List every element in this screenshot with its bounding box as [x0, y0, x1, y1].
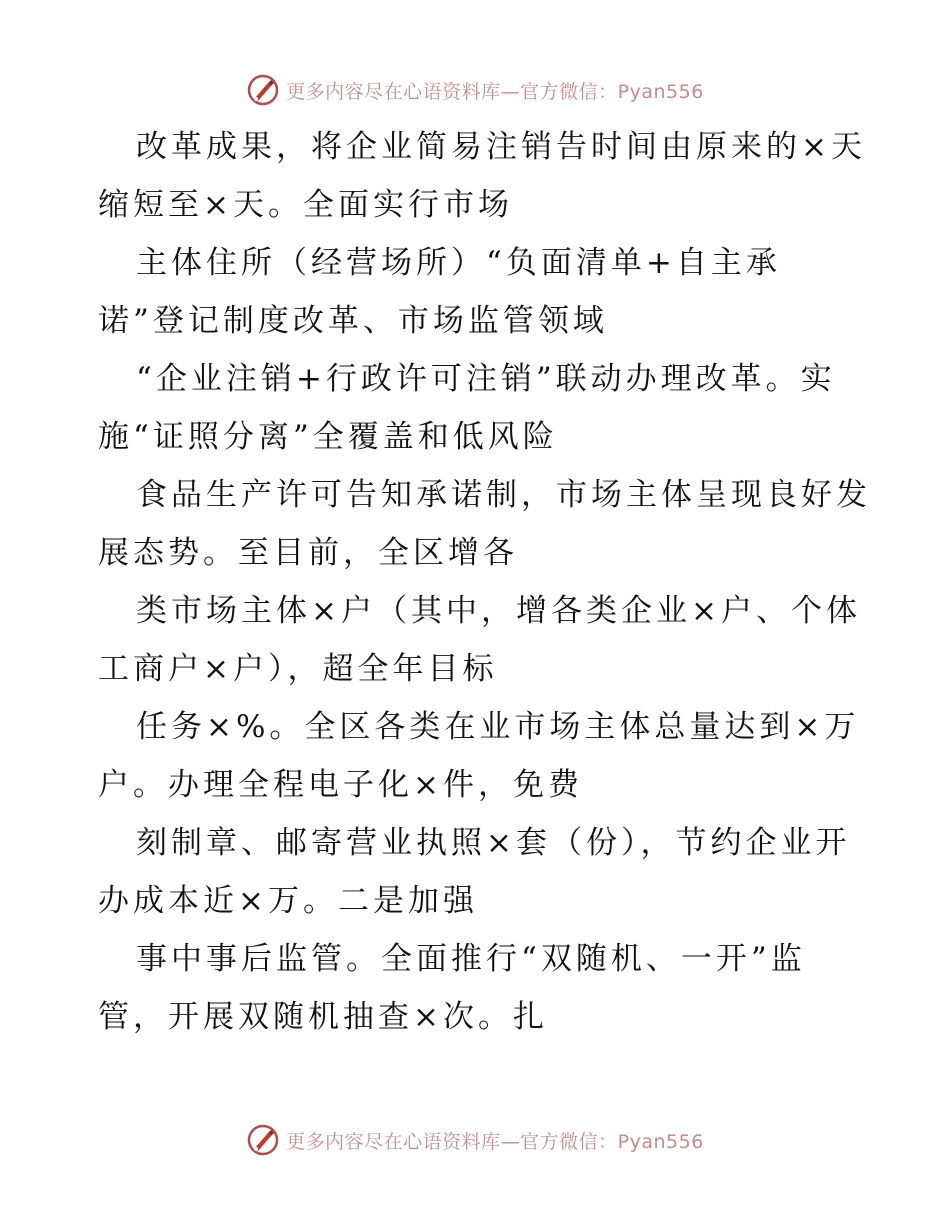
body-line: “企业注销+行政许可注销”联动办理改革。实	[136, 361, 836, 397]
body-line: 户。办理全程电子化×件，免费	[98, 767, 583, 803]
pen-logo-icon	[246, 1123, 280, 1157]
body-line: 事中事后监管。全面推行“双随机、一开”监	[136, 941, 806, 977]
body-line: 施“证照分离”全覆盖和低风险	[98, 419, 558, 455]
body-line: 办成本近×万。二是加强	[98, 883, 478, 919]
body-line: 管，开展双随机抽查×次。扎	[98, 999, 548, 1035]
header-banner	[0, 70, 950, 110]
body-line: 任务×%。全区各类在业市场主体总量达到×万	[136, 709, 860, 745]
body-line: 缩短至×天。全面实行市场	[98, 187, 513, 223]
body-line: 诺”登记制度改革、市场监管领域	[98, 303, 608, 339]
footer-banner	[0, 1120, 950, 1160]
body-line: 展态势。至目前，全区增各	[98, 535, 518, 571]
body-line: 工商户×户），超全年目标	[98, 651, 498, 687]
body-line: 主体住所（经营场所）“负面清单+自主承	[136, 245, 781, 281]
header-banner-text: 更多内容尽在心语资料库—官方微信：Pyan556	[286, 80, 704, 103]
body-line: 刻制章、邮寄营业执照×套（份），节约企业开	[136, 825, 851, 861]
body-line: 食品生产许可告知承诺制，市场主体呈现良好发	[136, 477, 871, 513]
pen-logo-icon	[246, 73, 280, 107]
footer-banner-text: 更多内容尽在心语资料库—官方微信：Pyan556	[286, 1130, 704, 1153]
body-line: 类市场主体×户（其中，增各类企业×户、个体	[136, 593, 861, 629]
body-line: 改革成果，将企业简易注销告时间由原来的×天	[136, 129, 866, 165]
